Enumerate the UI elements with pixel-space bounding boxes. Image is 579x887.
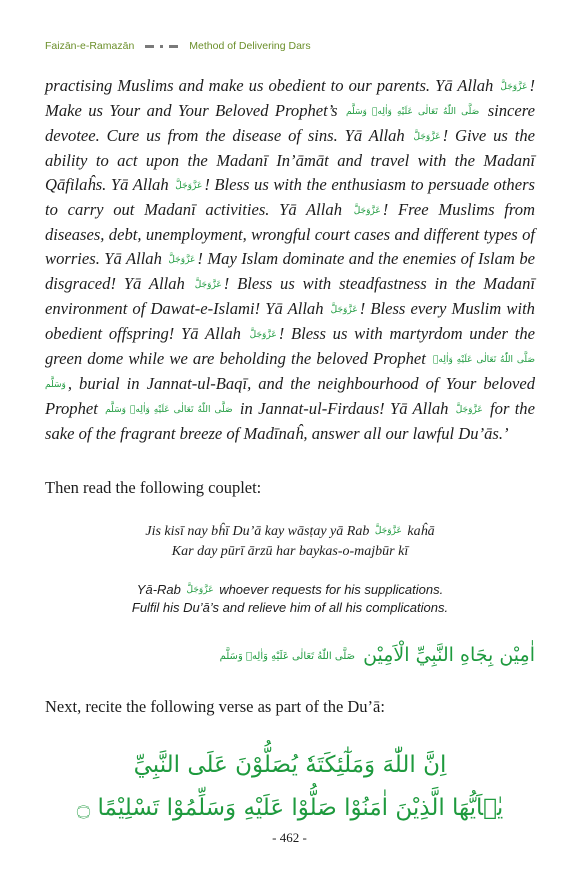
azza-wa-jal-honorific: عَزَّوَجَلَّ [500,82,528,92]
azza-wa-jal-honorific: عَزَّوَجَلَّ [194,280,222,290]
azza-wa-jal-honorific: عَزَّوَجَلَّ [413,132,441,142]
translation-line-2: Fulfil his Du’ā’s and relieve him of all his complications. [131,600,449,615]
verse-intro: Next, recite the following verse as part of the Du’ā: [45,697,385,716]
couplet-text: kaĥā [407,524,435,539]
azza-wa-jal-honorific: عَزَّوَجَلَّ [353,206,381,216]
book-title: Faizān-e-Ramazān [45,40,135,52]
paragraph-text: , burial in Jannat-ul-Baqī, and the neighbourhood of Your beloved Prophet [45,374,535,418]
paragraph-text: ! Bless us with steadfastness in the Madanī environment of Dawat-e-Islami! Yā Allah [45,274,536,318]
paragraph-text: sincere devotee. Cure us from the disease of sins. Yā Allah [45,101,535,145]
paragraph-text: in Jannat-ul-Firdaus! Yā Allah [239,399,449,418]
azza-wa-jal-honorific: عَزَّوَجَلَّ [186,585,214,595]
quran-verse-line-2: يٰۤاَيُّهَا الَّذِيْنَ اٰمَنُوْا صَلُّوْا عَلَيْهِ وَسَلِّمُوْا تَسْلِيْمًا ۝ [76,795,504,821]
ameen-text: اٰمِيْن بِجَاهِ النَّبِيِّ الْاَمِيْن [363,644,535,666]
running-header [45,40,535,52]
couplet-line-2: Kar day pūrī ārzū har baykas-o-majbūr kī [171,544,409,559]
paragraph-text: for the sake of the fragrant breeze of Madīnaĥ, answer all our lawful Du’ās.’ [45,399,535,443]
chapter-title: Method of Delivering Dars [189,40,311,52]
paragraph-text: ! Give us the ability to act upon the Madanī In’āmāt and travel with the Madanī Qāfilaĥs. Yā Allah [45,126,536,194]
azza-wa-jal-honorific: عَزَّوَجَلَّ [249,330,277,340]
paragraph-text: ! Bless us with the enthusiasm to persuade others to carry out Madanī activities. Yā Allah [45,175,536,219]
azza-wa-jal-honorific: عَزَّوَجَلَّ [330,305,358,315]
azza-wa-jal-honorific: عَزَّوَجَلَّ [168,255,196,265]
couplet-intro: Then read the following couplet: [45,478,262,497]
paragraph-text: practising Muslims and make us obedient to our parents. Yā Allah [45,76,494,95]
paragraph-text: ! Bless every Muslim with obedient offspring! Yā Allah [45,299,535,343]
paragraph-text: ! Make us Your and Your Beloved Prophet’s [45,76,535,120]
salutation-honorific: صَلَّى اللّٰهُ تَعَالٰی عَلَيْهِ وَاٰلِهٖ وَسَلَّم [45,355,535,390]
quran-verse-line-1: اِنَّ اللّٰهَ وَمَلٰٓئِكَتَهٗ يُصَلُّوْنَ عَلَى النَّبِيِّ [133,752,447,778]
salutation-honorific: صَلَّى اللّٰهُ تَعَالٰی عَلَيْهِ وَاٰلِهٖ وَسَلَّم [219,651,356,662]
paragraph-text: ! Free Muslims from diseases, debt, unemployment, wrongful court cases and different types of worries. Yā Allah [45,200,535,268]
page-number: - 462 - [272,830,307,845]
couplet-translation [45,581,535,616]
salutation-honorific: صَلَّى اللّٰهُ تَعَالٰی عَلَيْهِ وَاٰلِهٖ وَسَلَّم [346,107,480,117]
dua-paragraph [45,74,535,446]
header-separator-icon [142,45,181,48]
salutation-honorific: صَلَّى اللّٰهُ تَعَالٰی عَلَيْهِ وَاٰلِهٖ وَسَلَّم [105,405,233,415]
paragraph-text: ! Bless us with martyrdom under the green dome while we are beholding the beloved Prophet [45,324,535,368]
azza-wa-jal-honorific: عَزَّوَجَلَّ [374,526,402,536]
translation-text: whoever requests for his supplications. [219,582,444,597]
couplet-line-1 [45,521,535,542]
couplet-text: Jis kisī nay bĥī Du’ā kay wāsṭay yā Rab [145,524,370,539]
azza-wa-jal-honorific: عَزَّوَجَلَّ [455,405,483,415]
paragraph-text: ! May Islam dominate and the enemies of Islam be disgraced! Yā Allah [45,249,535,293]
translation-text: Yā-Rab [136,582,181,597]
couplet [45,521,535,563]
azza-wa-jal-honorific: عَزَّوَجَلَّ [175,181,203,191]
translation-line-1 [45,581,535,599]
ameen-invocation [45,644,535,666]
